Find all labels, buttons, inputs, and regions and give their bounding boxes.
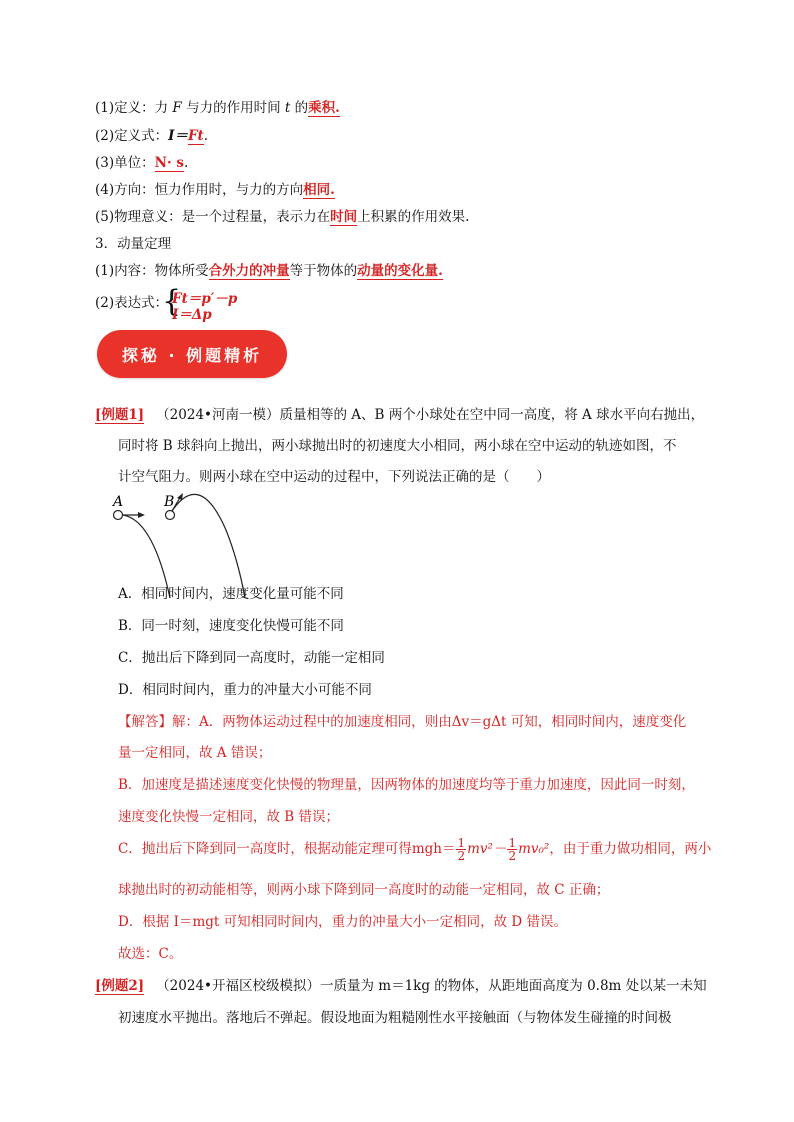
ball-a-label: A bbox=[113, 494, 124, 510]
theorem-content-mid: 等于物体的 bbox=[289, 263, 358, 279]
solution-text-5: C．抛出后下降到同一高度时，根据动能定理可得mgh＝ bbox=[118, 841, 456, 857]
option-d: D．相同时间内，重力的冲量大小可能不同 bbox=[118, 682, 372, 698]
def-1-post: 的 bbox=[290, 100, 309, 116]
solution-line-2: 量一定相同，故 A 错误； bbox=[118, 745, 272, 761]
fraction-half-1: $\frac{1}{2}$ bbox=[457, 836, 466, 863]
section-badge: 探秘 · 例题精析 bbox=[97, 330, 287, 378]
def-1-text: (1)定义：力 bbox=[95, 100, 173, 116]
solution-term-1: mv²－ bbox=[467, 841, 507, 857]
theorem-expression-label: (2)表达式： bbox=[95, 295, 169, 311]
theorem-content bbox=[95, 259, 443, 279]
solution-line-8: 故选：C。 bbox=[118, 946, 183, 962]
def-line-3 bbox=[95, 151, 188, 171]
def-4-text: (4)方向：恒力作用时，与力的方向 bbox=[95, 182, 304, 198]
theorem-content-text: (1)内容：物体所受 bbox=[95, 263, 209, 279]
theorem-answer-1: 合外力的冲量 bbox=[208, 263, 290, 279]
example1-line-1 bbox=[95, 403, 704, 423]
var-t: t bbox=[284, 100, 291, 116]
option-b: B．同一时刻，速度变化快慢可能不同 bbox=[118, 618, 344, 634]
example1-tag: [例题1] bbox=[95, 407, 145, 423]
solution-text-5-post: ，由于重力做功相同，两小 bbox=[549, 841, 712, 857]
def-3-answer: N· s bbox=[154, 155, 184, 171]
solution-term-2: mv₀² bbox=[518, 841, 550, 857]
def-5-post: 上积累的作用效果. bbox=[357, 209, 470, 225]
def-3-text: (3)单位： bbox=[95, 155, 155, 171]
option-c: C．抛出后下降到同一高度时，动能一定相同 bbox=[118, 650, 385, 666]
fraction-half-2: $\frac{1}{2}$ bbox=[508, 836, 517, 863]
equation-1: Ft＝p′－p bbox=[172, 291, 238, 307]
def-line-4 bbox=[95, 178, 335, 198]
def-line-5 bbox=[95, 205, 469, 225]
def-line-2 bbox=[95, 124, 208, 144]
theorem-heading: 3．动量定理 bbox=[95, 236, 172, 252]
def-2-answer: Ft bbox=[187, 128, 204, 144]
var-F: F bbox=[172, 100, 182, 116]
example1-text-1: （2024•河南一模）质量相等的 A、B 两个小球处在空中同一高度，将 A 球水平向右抛出， bbox=[156, 407, 705, 423]
equation-2: I＝Δp bbox=[172, 307, 212, 323]
solution-line-3: B．加速度是描述速度变化快慢的物理量，因两物体的加速度均等于重力加速度，因此同一时刻， bbox=[118, 777, 695, 793]
example2-line-1 bbox=[95, 974, 707, 994]
example2-text-1: （2024•开福区校级模拟）一质量为 m＝1kg 的物体，从距地面高度为 0.8m 处以某一未知 bbox=[156, 978, 707, 994]
example2-tag: [例题2] bbox=[95, 978, 145, 994]
ball-a-arrowhead bbox=[138, 512, 145, 518]
solution-line-7: D．根据 I＝mgt 可知相同时间内，重力的冲量大小一定相同，故 D 错误。 bbox=[118, 914, 568, 930]
ball-a bbox=[114, 511, 123, 520]
example1-line-2: 同时将 B 球斜向上抛出，两小球抛出时的初速度大小相同，两小球在空中运动的轨迹如图，不 bbox=[118, 438, 677, 454]
solution-tag: 【解答】 bbox=[118, 714, 172, 730]
solution-line-4: 速度变化快慢一定相同，故 B 错误； bbox=[118, 809, 340, 825]
example2-line-2: 初速度水平抛出。落地后不弹起。假设地面为粗糙刚性水平接触面（与物体发生碰撞的时间极 bbox=[118, 1010, 672, 1026]
def-4-answer: 相同. bbox=[303, 182, 335, 198]
def-1-answer: 乘积. bbox=[308, 100, 340, 116]
def-2-text: (2)定义式： bbox=[95, 128, 169, 144]
solution-text-1: 解：A．两物体运动过程中的加速度相同，则由Δv＝gΔt 可知，相同时间内，速度变化 bbox=[172, 714, 687, 730]
ball-b-label: B bbox=[164, 494, 175, 510]
def-5-text: (5)物理意义：是一个过程量，表示力在 bbox=[95, 209, 331, 225]
def-5-answer: 时间 bbox=[330, 209, 358, 225]
def-2-post: . bbox=[203, 128, 209, 144]
solution-line-5 bbox=[118, 837, 711, 862]
def-3-post: . bbox=[183, 155, 189, 171]
solution-line-6: 球抛出时的初动能相等，则两小球下降到同一高度时的动能一定相同，故 C 正确； bbox=[118, 882, 610, 898]
def-1-mid: 与力的作用时间 bbox=[181, 100, 285, 116]
def-line-1 bbox=[95, 96, 340, 116]
ball-b bbox=[166, 511, 175, 520]
theorem-answer-2: 动量的变化量. bbox=[357, 263, 443, 279]
solution-line-1 bbox=[118, 710, 686, 730]
brace-glyph: { bbox=[162, 284, 182, 319]
option-a: A．相同时间内，速度变化量可能不同 bbox=[118, 586, 344, 602]
example1-line-3: 计空气阻力。则两小球在空中运动的过程中，下列说法正确的是（ ） bbox=[118, 469, 550, 485]
def-2-I: I＝ bbox=[168, 128, 188, 144]
